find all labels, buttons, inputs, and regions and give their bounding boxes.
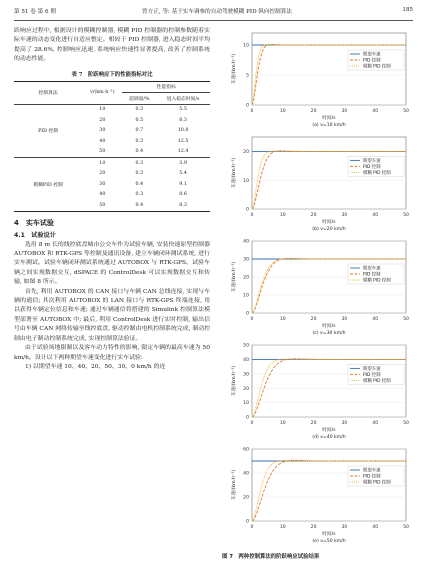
x-tick-label: 30 [341, 421, 348, 426]
y-tick-label: 60 [243, 447, 249, 453]
table-cell: 0.5 [135, 117, 144, 123]
x-axis-label: 时间/s [322, 532, 336, 537]
x-tick-label: 20 [310, 109, 317, 114]
legend-label: 模糊 PID 控制 [363, 64, 391, 70]
x-tick-label: 30 [341, 213, 348, 218]
x-tick-label: 50 [403, 109, 409, 114]
figure-caption: 图 7 两种控制算法的阶跃响应试验结果 [222, 554, 320, 560]
y-tick-label: 10 [243, 401, 249, 407]
table-group-label: 模糊PID 控制 [14, 158, 82, 212]
x-tick-label: 0 [250, 421, 254, 426]
x-tick-label: 50 [403, 525, 409, 530]
chart-panel [222, 131, 417, 235]
legend-label: 模糊 PID 控制 [363, 278, 391, 284]
paragraph-5: 1) 以期望车速 10、40、20、50、30、0 km/h 的连 [25, 363, 166, 370]
table-cell: 8.3 [179, 117, 187, 123]
y-tick-label: 50 [243, 343, 249, 349]
chart-panel [222, 235, 417, 339]
running-title: 曾方正, 等: 基于实车调参的自动驾驶模糊 PID 纵向控制算法 [142, 9, 292, 15]
table-group-label: PID 控制 [14, 104, 82, 158]
x-tick-label: 50 [403, 213, 409, 218]
y-tick-label: 40 [243, 239, 249, 245]
x-tick-label: 0 [250, 525, 254, 530]
x-tick-label: 10 [279, 421, 286, 426]
section-4-title: 4 实车试验 [14, 218, 54, 227]
paragraph-1: 跃响应过程中, 根据设计的模糊控制器, 模糊 PID 控制器的控制参数随着实际车速的动态变化进行自适应整定。相较于 PID 控制器, 进入稳态时间平均提高了 28.6%, 控制响应迅速, 系统响应快速性显著提高, 改善了控制系统的动态性能。 [14, 28, 210, 63]
section-4-1-title: 4.1 试验设计 [14, 231, 56, 239]
page-number: 185 [402, 7, 413, 13]
table-cell: 40 [99, 192, 106, 198]
chart-svg [222, 235, 417, 335]
table-cell: 20 [99, 117, 106, 123]
x-tick-label: 40 [372, 421, 379, 426]
y-tick-label: 40 [243, 471, 249, 477]
x-tick-label: 20 [310, 317, 317, 322]
x-tick-label: 0 [250, 317, 254, 322]
y-tick-label: 5 [246, 73, 249, 79]
performance-table [14, 81, 210, 212]
x-tick-label: 10 [279, 109, 286, 114]
legend-label: PID 控制 [363, 272, 381, 278]
x-axis-label: 时间/s [322, 324, 336, 329]
chart-svg [222, 339, 417, 439]
x-axis-label: 时间/s [322, 116, 336, 121]
y-tick-label: 40 [243, 358, 249, 363]
table-cell: 8.3 [179, 202, 187, 208]
legend-label: 模糊 PID 控制 [363, 480, 391, 486]
journal-volume: 第 51 卷 第 6 期 [14, 9, 56, 15]
x-tick-label: 20 [310, 213, 317, 218]
x-tick-label: 40 [372, 525, 379, 530]
legend-label: 期望车速 [363, 266, 381, 272]
legend-label: 期望车速 [363, 158, 381, 164]
table-row [14, 104, 210, 115]
x-tick-label: 20 [310, 421, 317, 426]
x-tick-label: 30 [341, 109, 348, 114]
y-tick-label: 20 [243, 495, 249, 501]
table-cell: 0.4 [135, 181, 144, 187]
y-tick-label: 0 [246, 207, 249, 213]
legend-label: PID 控制 [363, 164, 381, 170]
y-tick-label: 20 [243, 275, 249, 281]
table-cell: 0.3 [135, 192, 144, 198]
x-tick-label: 0 [250, 213, 254, 218]
table-cell: 0.3 [135, 160, 144, 166]
table-cell: 10 [99, 107, 106, 113]
y-tick-label: 30 [243, 372, 249, 378]
chart-panel [222, 27, 417, 131]
y-tick-label: 20 [243, 386, 249, 392]
chart-svg [222, 131, 417, 231]
panel-caption: (e) v=50 km/h [312, 539, 346, 543]
table-cell: 40 [99, 138, 106, 144]
table-cell: 0.4 [135, 202, 144, 208]
table-cell: 30 [99, 128, 106, 134]
chart-svg [222, 27, 417, 127]
table-cell: 0.3 [135, 138, 144, 144]
y-tick-label: 0 [246, 311, 249, 317]
table-cell: 20 [99, 171, 106, 177]
paragraph-4: 由于试验场地限制以及客车动力特性的影响, 限定车辆的最高车速为 50 km/h。设计以下两种期望车速变化进行实车试验: [14, 345, 210, 361]
paragraph-3: 首先, 利用 AUTOBOX 的 CAN 接口与车辆 CAN 总线连接, 实现与车辆的通信; 其次利用 AUTOBOX 的 LAN 接口与 RTK-GPS 终端连接, 用以获得车辆定位信息和车速; 通过车辆通信将搭建的 Simulink 控制算法模型部署至 AUTOBOX 中; 最后, 利用 ControlDesk 进行实时控制, 输出信号由车辆 CAN 网络传输至线控底盘, 驱动控制由电机控制系统完成, 制动控制由电子制动控制系统完成, 实现控制算法验证。 [14, 288, 210, 342]
y-axis-label: 车速/(km·h⁻¹) [232, 469, 237, 501]
x-tick-label: 10 [279, 213, 286, 218]
th-algo: 控制算法 [14, 81, 82, 104]
x-tick-label: 50 [403, 317, 409, 322]
legend-label: PID 控制 [363, 474, 381, 480]
table-cell: 0.7 [135, 128, 144, 134]
table-title: 表 7 阶跃响应下的性能指标对比 [71, 71, 153, 78]
table-cell: 3.9 [179, 160, 187, 166]
legend-label: 模糊 PID 控制 [363, 170, 391, 176]
running-header [14, 7, 413, 18]
legend-label: PID 控制 [363, 372, 381, 378]
chart-panel [222, 339, 417, 443]
table-cell: 5.4 [179, 171, 187, 177]
y-tick-label: 0 [246, 415, 249, 421]
x-tick-label: 10 [279, 317, 286, 322]
y-axis-label: 车速/(km·h⁻¹) [232, 261, 237, 293]
chart-panel [222, 443, 417, 547]
table-cell: 0.3 [135, 107, 144, 113]
th-overshoot: 超调量/% [129, 96, 150, 102]
panel-caption: (a) v=10 km/h [312, 123, 346, 127]
table-row [14, 158, 210, 169]
table-cell: 12.5 [177, 138, 189, 144]
x-tick-label: 10 [279, 525, 286, 530]
panel-caption: (b) v=20 km/h [312, 227, 346, 231]
table-cell: 50 [99, 149, 106, 155]
y-tick-label: 10 [243, 178, 249, 184]
left-column [14, 27, 210, 372]
table-cell: 0.3 [135, 171, 144, 177]
table-cell: 10.8 [177, 128, 189, 134]
table-cell: 10 [99, 160, 106, 166]
y-tick-label: 10 [243, 293, 249, 299]
table-cell: 30 [99, 181, 106, 187]
legend-label: 期望车速 [363, 366, 381, 372]
y-tick-label: 0 [246, 519, 249, 525]
legend-label: 模糊 PID 控制 [363, 378, 391, 384]
x-tick-label: 0 [250, 109, 254, 114]
table-cell: 50 [99, 202, 106, 208]
panel-caption: (d) v=40 km/h [312, 435, 346, 439]
x-tick-label: 40 [372, 213, 379, 218]
table-cell: 9.1 [179, 181, 187, 187]
x-tick-label: 50 [403, 421, 409, 426]
x-tick-label: 40 [372, 317, 379, 322]
x-tick-label: 40 [372, 109, 379, 114]
th-settle: 进入稳态时间/s [166, 96, 200, 102]
chart-svg [222, 443, 417, 543]
x-tick-label: 20 [310, 525, 317, 530]
th-perf: 性能指标 [122, 81, 210, 93]
table-cell: 8.6 [179, 192, 187, 198]
y-axis-label: 车速/(km·h⁻¹) [232, 157, 237, 189]
y-tick-label: 0 [246, 103, 249, 109]
legend-label: 期望车速 [363, 52, 381, 58]
table-cell: 5.5 [179, 107, 187, 113]
table-cell: 0.4 [135, 149, 144, 155]
panel-caption: (c) v=30 km/h [312, 331, 346, 335]
y-axis-label: 车速/(km·h⁻¹) [232, 53, 237, 85]
header-rule [14, 20, 413, 21]
x-tick-label: 30 [341, 525, 348, 530]
y-axis-label: 车速/(km·h⁻¹) [232, 365, 237, 397]
x-axis-label: 时间/s [322, 220, 336, 225]
table-cell: 12.4 [177, 149, 189, 155]
legend-label: PID 控制 [363, 58, 381, 64]
y-tick-label: 10 [243, 43, 249, 49]
y-tick-label: 30 [243, 257, 249, 263]
th-speed: v/(km·h⁻¹) [82, 81, 122, 104]
y-tick-label: 20 [243, 150, 249, 155]
x-axis-label: 时间/s [322, 428, 336, 433]
x-tick-label: 30 [341, 317, 348, 322]
legend-label: 期望车速 [363, 468, 381, 474]
paragraph-2: 选用 8 m 长的线控底盘城市公交车作为试验车辆, 安装快速原型控制器 AUTOBOX 和 RTK-GPS 等控制及通讯设备, 建立车辆闭环测试系统, 进行实车测试。试验车辆闭环测试系统通过 AUTOBOX 与 RTK-GPS、试验车辆之间实现数据交互, dSPACE 的 ControlDesk 可以实现数据交互和传输, 如图 8 所示。 [14, 241, 210, 286]
